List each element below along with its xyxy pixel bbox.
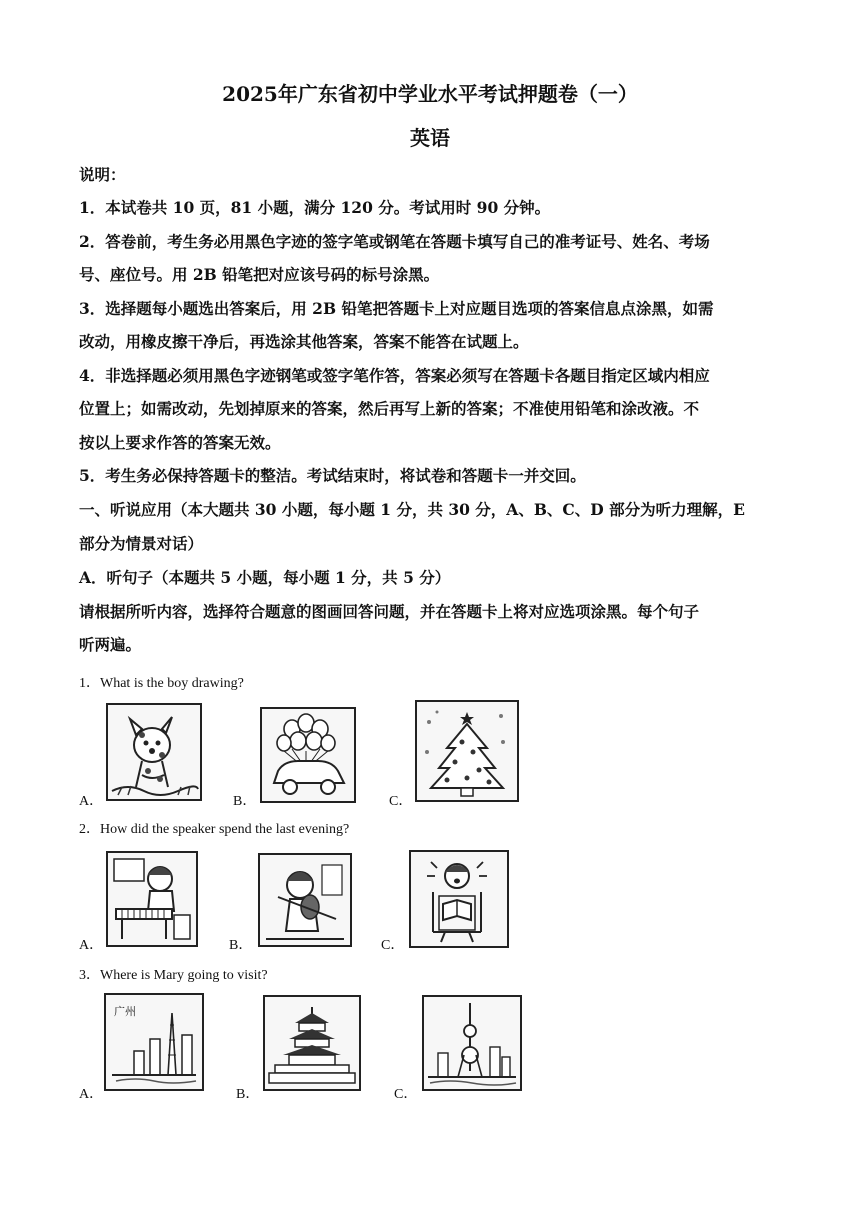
boy-playing-piano-image (106, 851, 198, 947)
dog-drawing-image (106, 703, 202, 801)
section-heading: 一、听说应用（本大题共 30 小题，每小题 1 分，共 30 分，A、B、C、D 部分为听力理解，E (79, 500, 745, 519)
car-with-balloons-image (260, 707, 356, 803)
shanghai-skyline-image (422, 995, 522, 1091)
guangzhou-skyline-image (104, 993, 204, 1091)
question-2-text: 2．How did the speaker spend the last evening? (79, 822, 350, 837)
part-a-description: 请根据所听内容，选择符合题意的图画回答问题，并在答题卡上将对应选项涂黑。每个句子 (79, 602, 700, 621)
instruction-line: 按以上要求作答的答案无效。 (79, 433, 281, 452)
christmas-tree-image (415, 700, 519, 802)
temple-of-heaven-image (263, 995, 361, 1091)
option-b-label: B． (233, 794, 257, 809)
option-c-label: C． (394, 1087, 418, 1102)
option-c-label: C． (389, 794, 413, 809)
instruction-line: 1．本试卷共 10 页，81 小题，满分 120 分。考试用时 90 分钟。 (79, 198, 551, 217)
question-1-text: 1．What is the boy drawing? (79, 676, 244, 691)
part-a-description: 听两遍。 (79, 635, 142, 654)
part-a-heading: A．听句子（本题共 5 小题，每小题 1 分，共 5 分） (79, 568, 451, 587)
instruction-line: 3．选择题每小题选出答案后，用 2B 铅笔把答题卡上对应题目选项的答案信息点涂黑，如需 (79, 299, 714, 318)
instructions-heading: 说明： (79, 165, 126, 184)
guangzhou-sign: 广州 (114, 1005, 136, 1018)
boy-reading-book-image (409, 850, 509, 948)
instruction-line: 2．答卷前，考生务必用黑色字迹的签字笔或钢笔在答题卡填写自己的准考证号、姓名、考场 (79, 232, 710, 251)
section-heading-cont: 部分为情景对话） (79, 534, 204, 553)
option-b-label: B． (236, 1087, 260, 1102)
option-c-label: C． (381, 938, 405, 953)
instruction-line: 改动，用橡皮擦干净后，再选涂其他答案，答案不能答在试题上。 (79, 332, 529, 351)
instruction-line: 号、座位号。用 2B 铅笔把对应该号码的标号涂黑。 (79, 265, 440, 284)
boy-playing-violin-image (258, 853, 352, 947)
instruction-line: 4．非选择题必须用黑色字迹钢笔或签字笔作答，答案必须写在答题卡各题目指定区域内相应 (79, 366, 710, 385)
instruction-line: 位置上；如需改动，先划掉原来的答案，然后再写上新的答案；不准使用铅笔和涂改液。不 (79, 399, 700, 418)
subject-title: 英语 (410, 126, 450, 150)
exam-title: 2025年广东省初中学业水平考试押题卷（一） (222, 82, 638, 106)
option-a-label: A． (79, 1087, 104, 1102)
option-b-label: B． (229, 938, 253, 953)
question-3-text: 3．Where is Mary going to visit? (79, 968, 268, 983)
option-a-label: A． (79, 938, 104, 953)
instruction-line: 5．考生务必保持答题卡的整洁。考试结束时，将试卷和答题卡一并交回。 (79, 466, 586, 485)
option-a-label: A． (79, 794, 104, 809)
